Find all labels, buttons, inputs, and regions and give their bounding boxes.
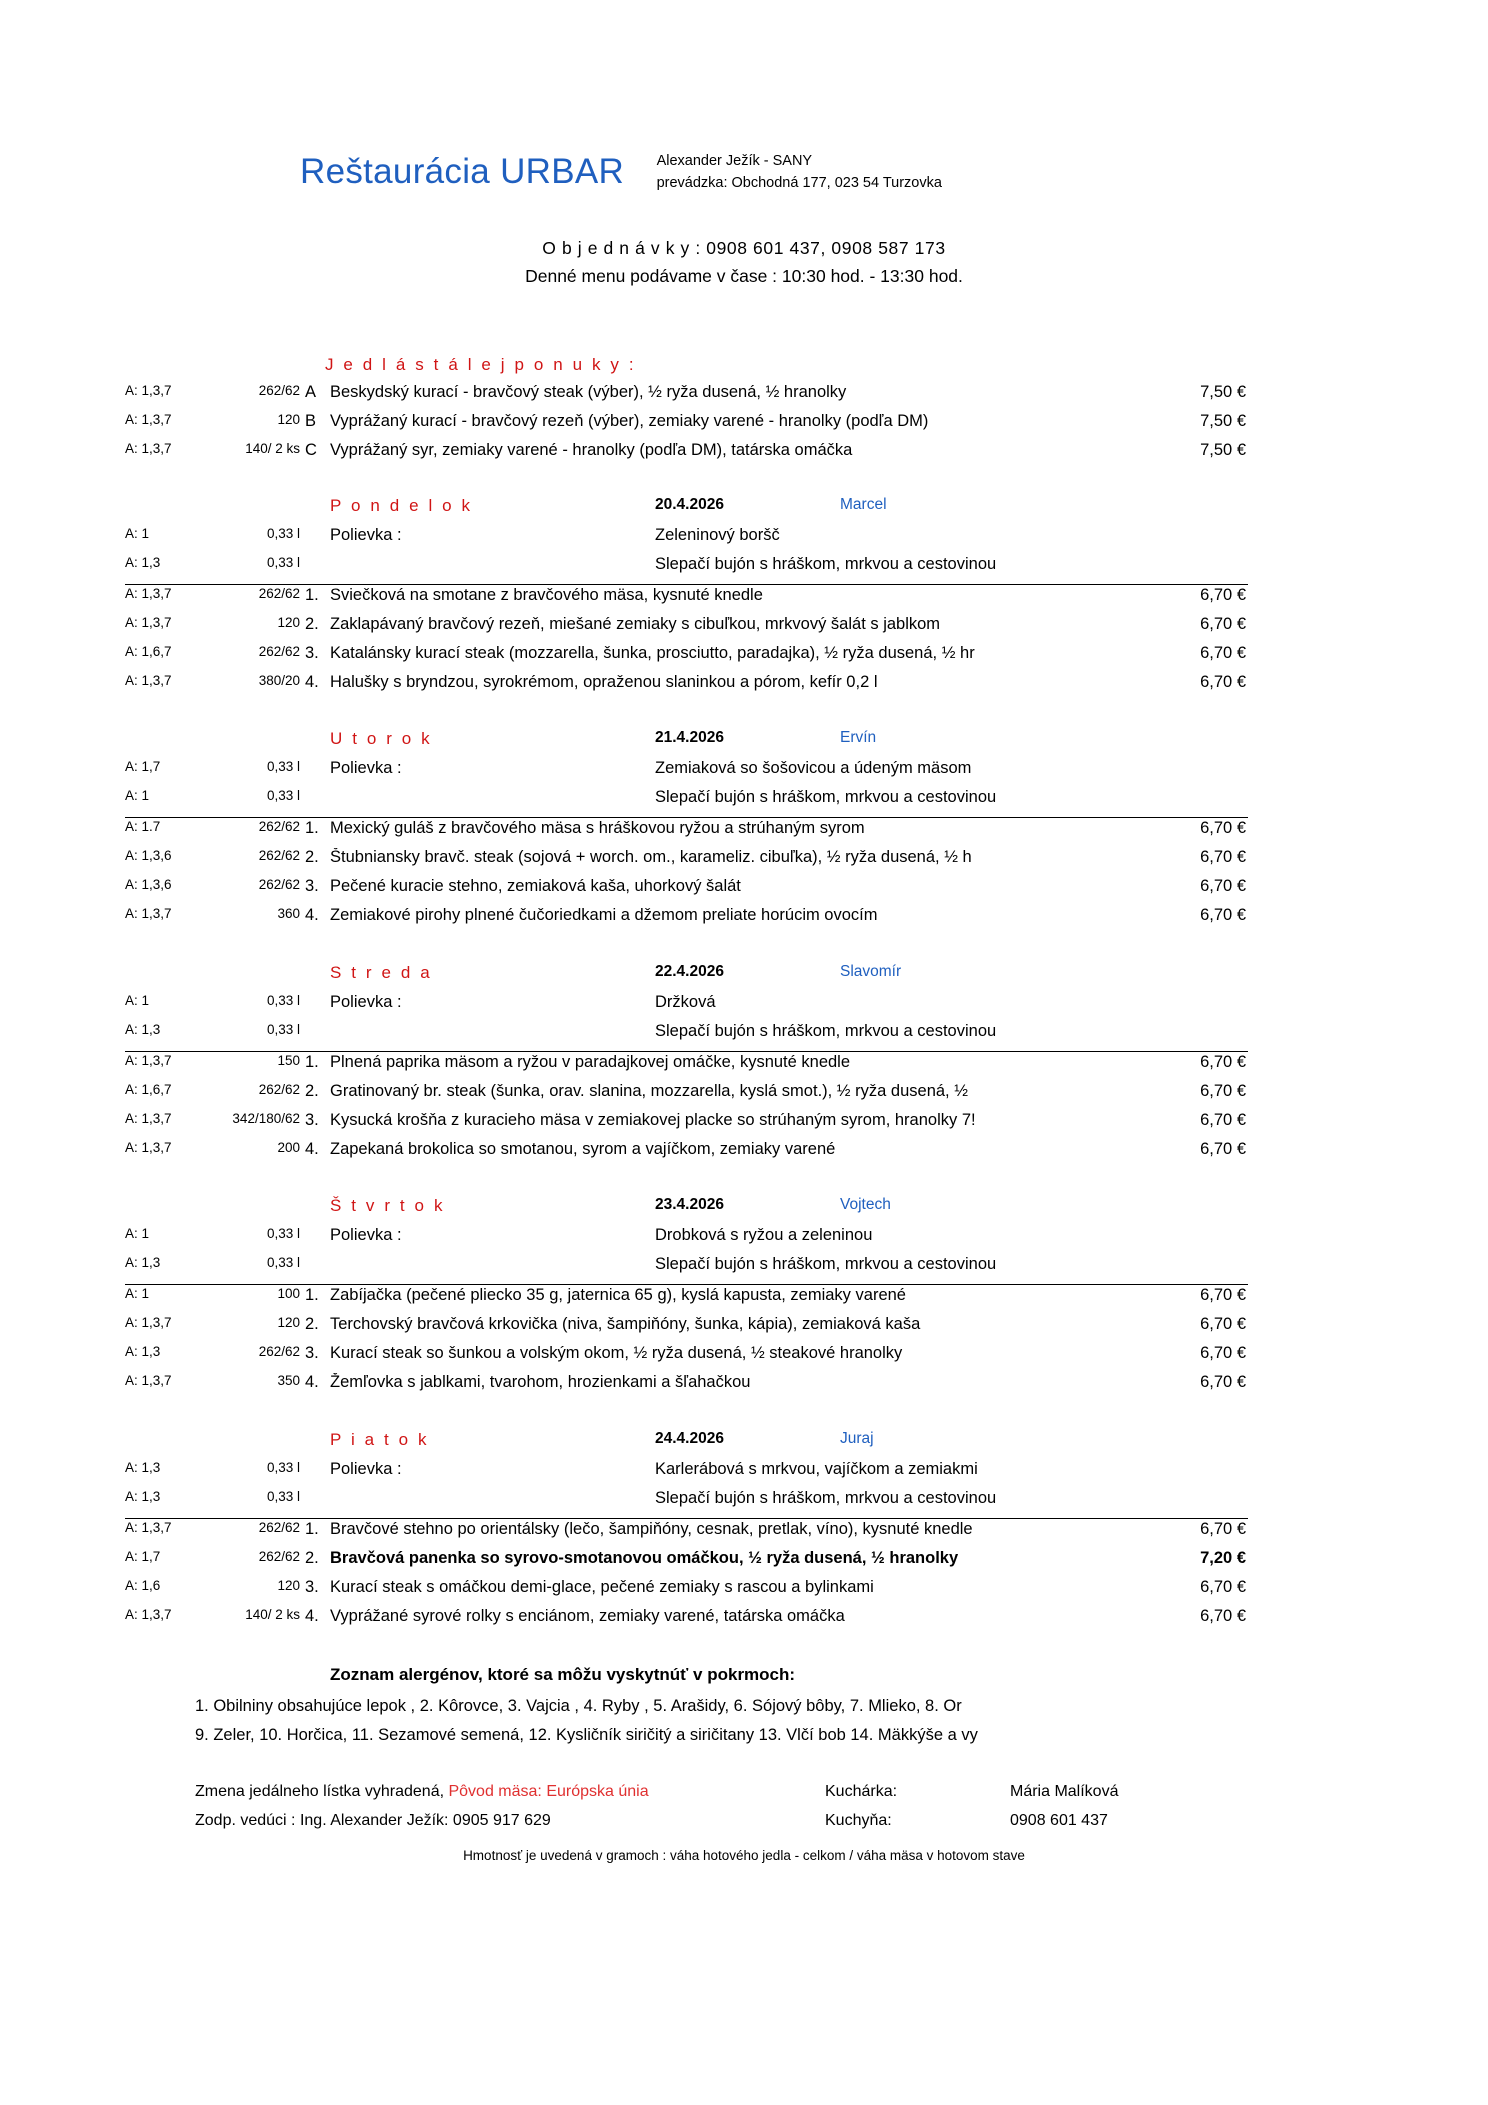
day-date: 21.4.2026 [655,729,724,746]
day-date: 20.4.2026 [655,496,724,513]
meal-row [0,615,1488,643]
owner-block [657,150,942,195]
item-index: 3. [305,1344,319,1362]
item-index: 2. [305,848,319,866]
meal-row [0,1344,1488,1372]
allergen-code: A: 1,3 [125,1022,161,1037]
day-name: P o n d e l o k [330,496,473,515]
item-index: 4. [305,1373,319,1391]
item-price: 6,70 € [1200,1520,1246,1538]
item-price: 7,50 € [1200,383,1246,401]
item-index: 1. [305,819,319,837]
orders-phone-line: O b j e d n á v k y : 0908 601 437, 0908 587 173 [542,238,946,258]
soup-label: Polievka : [330,526,402,544]
day-chef: Juraj [840,1430,874,1447]
item-index: 3. [305,1111,319,1129]
weight-value: 140/ 2 ks [245,441,300,456]
item-name: Kurací steak s omáčkou demi-glace, pečené zemiaky s rascou a bylinkami [330,1578,874,1596]
item-name: Halušky s bryndzou, syrokrémom, opraženou slaninkou a pórom, kefír 0,2 l [330,673,878,691]
item-price: 6,70 € [1200,1607,1246,1625]
item-price: 6,70 € [1200,1140,1246,1158]
item-index: 1. [305,586,319,604]
soup-name: Zeleninový boršč [655,526,780,544]
item-price: 7,20 € [1200,1549,1246,1567]
weight-value: 262/62 [258,383,300,398]
day-header-streda [0,963,1488,991]
allergen-code: A: 1,3,7 [125,906,172,921]
day-header-piatok [0,1430,1488,1458]
item-price: 7,50 € [1200,441,1246,459]
weight-value: 0,33 l [266,993,300,1008]
soup-name: Slepačí bujón s hráškom, mrkvou a cestovinou [655,1489,997,1507]
owner-address: prevádzka: Obchodná 177, 023 54 Turzovka [656,175,942,192]
allergen-code: A: 1 [125,993,150,1008]
meal-row [0,1607,1488,1635]
footer-kitchen-phone: 0908 601 437 [1010,1812,1108,1829]
weight-value: 120 [277,1315,300,1330]
item-name: Kurací steak so šunkou a volským okom, ½ ryža dusená, ½ steakové hranolky [330,1344,903,1362]
weight-value: 0,33 l [266,759,300,774]
restaurant-name: Reštaurácia URBAR [300,152,625,192]
meal-row [0,906,1488,934]
meal-row [0,586,1488,614]
meal-row [0,1053,1488,1081]
item-index: B [305,412,317,430]
weight-value: 262/62 [258,1082,300,1097]
soup-row [0,993,1488,1021]
item-index: 3. [305,644,319,662]
allergen-code: A: 1,3,7 [125,1520,172,1535]
footer-manager-line: Zodp. vedúci : Ing. Alexander Ježík: 0905 917 629 [195,1812,551,1829]
item-index: 4. [305,1140,319,1158]
footer-cook-label: Kuchárka: [825,1783,898,1800]
soup-row [0,759,1488,787]
footer-note-line [195,1783,649,1801]
item-index: C [305,441,317,459]
weight-value: 262/62 [258,586,300,601]
item-index: 4. [305,1607,319,1625]
item-name: Katalánsky kurací steak (mozzarella, šunka, prosciutto, paradajka), ½ ryža dusená, ½ hr [330,644,975,662]
item-name: Terchovský bravčová krkovička (niva, šampiňóny, šunka, kápia), zemiaková kaša [330,1315,921,1333]
weight-value: 140/ 2 ks [245,1607,300,1622]
day-header-stvrtok [0,1196,1488,1224]
soup-name: Slepačí bujón s hráškom, mrkvou a cestovinou [655,1022,997,1040]
soup-name: Drobková s ryžou a zeleninou [655,1226,873,1244]
meal-row [0,1520,1488,1548]
item-name: Gratinovaný br. steak (šunka, orav. slanina, mozzarella, kyslá smot.), ½ ryža dusená, ½ [330,1082,968,1100]
soup-label: Polievka : [330,1226,402,1244]
allergen-list-line-2: 9. Zeler, 10. Horčica, 11. Sezamové semená, 12. Kysličník siričitý a siričitany 13. Vlčí bob 14. Mäkkýše a vy [195,1726,978,1744]
orders-block [0,238,1488,287]
owner-name: Alexander Ježík - SANY [656,153,813,169]
soup-row [0,526,1488,554]
allergen-code: A: 1 [125,1226,150,1241]
item-name: Vyprážaný syr, zemiaky varené - hranolky (podľa DM), tatárska omáčka [330,441,853,459]
item-index: 1. [305,1520,319,1538]
allergen-code: A: 1,3,6 [125,877,172,892]
meal-row [0,644,1488,672]
day-chef: Slavomír [840,963,902,980]
weight-value: 120 [277,1578,300,1593]
allergen-code: A: 1,3,6 [125,848,172,863]
item-price: 6,70 € [1200,1286,1246,1304]
allergen-code: A: 1,3,7 [125,1315,172,1330]
allergen-code: A: 1,3 [125,1255,161,1270]
day-name: S t r e d a [330,963,433,982]
soup-row [0,1022,1488,1050]
allergen-code: A: 1,3,7 [125,1140,172,1155]
allergen-code: A: 1,3 [125,1489,161,1504]
meal-row [0,1315,1488,1343]
footer-cook-name: Mária Malíková [1010,1783,1119,1800]
meal-row [0,1082,1488,1110]
divider [125,1518,1248,1519]
weight-value: 120 [277,615,300,630]
soup-name: Zemiaková so šošovicou a údeným mäsom [655,759,972,777]
meal-row [0,673,1488,701]
item-index: 1. [305,1286,319,1304]
allergen-code: A: 1,6,7 [125,1082,172,1097]
meal-row [0,848,1488,876]
item-name: Kysucká krošňa z kuracieho mäsa v zemiakovej placke so strúhaným syrom, hranolky 7! [330,1111,976,1129]
soup-name: Držková [655,993,716,1011]
item-price: 6,70 € [1200,1111,1246,1129]
item-price: 6,70 € [1200,1344,1246,1362]
weight-value: 120 [277,412,300,427]
soup-row [0,1489,1488,1517]
item-name: Sviečková na smotane z bravčového mäsa, kysnuté knedle [330,586,763,604]
item-name: Vyprážaný kurací - bravčový rezeň (výber), zemiaky varené - hranolky (podľa DM) [330,412,929,430]
weight-value: 0,33 l [266,1226,300,1241]
item-price: 6,70 € [1200,673,1246,691]
item-name: Pečené kuracie stehno, zemiaková kaša, uhorkový šalát [330,877,741,895]
weight-value: 0,33 l [266,1022,300,1037]
weight-value: 0,33 l [266,1255,300,1270]
item-name: Zemiakové pirohy plnené čučoriedkami a džemom preliate horúcim ovocím [330,906,878,924]
meal-row [0,819,1488,847]
weight-value: 0,33 l [266,788,300,803]
allergen-code: A: 1,3,7 [125,1607,172,1622]
document-header [300,150,1360,195]
day-header-pondelok [0,496,1488,524]
day-date: 24.4.2026 [655,1430,724,1447]
weight-value: 350 [277,1373,300,1388]
day-name: Š t v r t o k [330,1196,446,1215]
item-name: Mexický guláš z bravčového mäsa s hráškovou ryžou a strúhaným syrom [330,819,865,837]
day-name: P i a t o k [330,1430,430,1449]
allergen-code: A: 1 [125,788,150,803]
weight-value: 100 [277,1286,300,1301]
soup-name: Slepačí bujón s hráškom, mrkvou a cestovinou [655,1255,997,1273]
weight-value: 262/62 [258,1344,300,1359]
item-price: 7,50 € [1200,412,1246,430]
item-name: Štubniansky bravč. steak (sojová + worch. om., karameliz. cibuľka), ½ ryža dusená, ½ h [330,848,972,866]
weight-value: 262/62 [258,1520,300,1535]
day-chef: Marcel [840,496,887,513]
item-price: 6,70 € [1200,1315,1246,1333]
item-index: 2. [305,1315,319,1333]
item-name: Bravčové stehno po orientálsky (lečo, šampiňóny, cesnak, pretlak, víno), kysnuté knedle [330,1520,973,1538]
item-index: 2. [305,1549,319,1567]
item-index: 1. [305,1053,319,1071]
item-index: 4. [305,906,319,924]
allergen-code: A: 1,3,7 [125,383,172,398]
item-price: 6,70 € [1200,877,1246,895]
allergen-code: A: 1,7 [125,1549,161,1564]
weight-value: 262/62 [258,819,300,834]
weight-value: 342/180/62 [232,1111,300,1126]
allergen-code: A: 1,3 [125,1460,161,1475]
footer-weight-note: Hmotnosť je uvedená v gramoch : váha hotového jedla - celkom / váha mäsa v hotovom stave [463,1848,1025,1863]
item-price: 6,70 € [1200,906,1246,924]
allergen-code: A: 1,3 [125,555,161,570]
day-chef: Vojtech [840,1196,891,1213]
day-header-utorok [0,729,1488,757]
soup-row [0,555,1488,583]
meal-row [0,1549,1488,1577]
weight-value: 0,33 l [266,526,300,541]
footer-kitchen-label: Kuchyňa: [825,1812,892,1829]
item-name: Zabíjačka (pečené pliecko 35 g, jaternica 65 g), kyslá kapusta, zemiaky varené [330,1286,906,1304]
item-name: Plnená paprika mäsom a ryžou v paradajkovej omáčke, kysnuté knedle [330,1053,851,1071]
soup-row [0,1226,1488,1254]
item-price: 6,70 € [1200,615,1246,633]
footer-meat-origin: Pôvod mäsa: Európska únia [448,1783,649,1800]
soup-label: Polievka : [330,1460,402,1478]
weight-value: 0,33 l [266,555,300,570]
allergen-code: A: 1 [125,526,150,541]
allergen-code: A: 1.7 [125,819,161,834]
weight-value: 200 [277,1140,300,1155]
item-price: 6,70 € [1200,1578,1246,1596]
weight-value: 262/62 [258,1549,300,1564]
meal-row [0,1286,1488,1314]
allergen-code: A: 1,3,7 [125,1053,172,1068]
weight-value: 150 [277,1053,300,1068]
item-index: 2. [305,1082,319,1100]
allergen-code: A: 1,3,7 [125,441,172,456]
soup-name: Karlerábová s mrkvou, vajíčkom a zemiakmi [655,1460,978,1478]
weight-value: 262/62 [258,877,300,892]
serving-time-line: Denné menu podávame v čase : 10:30 hod. - 13:30 hod. [525,266,963,286]
item-price: 6,70 € [1200,1053,1246,1071]
weight-value: 380/20 [258,673,300,688]
weight-value: 0,33 l [266,1489,300,1504]
item-name: Zaklapávaný bravčový rezeň, miešané zemiaky s cibuľkou, mrkvový šalát s jablkom [330,615,941,633]
meal-row [0,877,1488,905]
allergen-code: A: 1,3 [125,1344,161,1359]
item-price: 6,70 € [1200,586,1246,604]
divider [125,817,1248,818]
soup-label: Polievka : [330,993,402,1011]
soup-row [0,788,1488,816]
meal-row [0,1578,1488,1606]
meal-row [0,1111,1488,1139]
day-date: 22.4.2026 [655,963,724,980]
meal-row [0,1140,1488,1168]
item-price: 6,70 € [1200,644,1246,662]
item-price: 6,70 € [1200,1373,1246,1391]
standing-row [0,383,1488,411]
item-name: Žemľovka s jablkami, tvarohom, hrozienkami a šľahačkou [330,1373,751,1391]
weight-value: 360 [277,906,300,921]
allergen-code: A: 1,3,7 [125,615,172,630]
divider [125,584,1248,585]
weight-value: 0,33 l [266,1460,300,1475]
allergen-code: A: 1,3,7 [125,412,172,427]
item-name: Zapekaná brokolica so smotanou, syrom a vajíčkom, zemiaky varené [330,1140,836,1158]
soup-name: Slepačí bujón s hráškom, mrkvou a cestovinou [655,555,997,573]
divider [125,1284,1248,1285]
item-name: Vyprážané syrové rolky s enciánom, zemiaky varené, tatárska omáčka [330,1607,845,1625]
allergen-list-title: Zoznam alergénov, ktoré sa môžu vyskytnúť v pokrmoch: [330,1665,796,1684]
soup-row [0,1460,1488,1488]
day-date: 23.4.2026 [655,1196,724,1213]
allergen-code: A: 1,3,7 [125,1111,172,1126]
meal-row [0,1373,1488,1401]
allergen-code: A: 1,3,7 [125,673,172,688]
allergen-code: A: 1,7 [125,759,161,774]
item-index: 3. [305,1578,319,1596]
day-name: U t o r o k [330,729,433,748]
footer-change-note: Zmena jedálneho lístka vyhradená, [195,1783,449,1800]
standing-row [0,441,1488,469]
weight-value: 262/62 [258,644,300,659]
soup-name: Slepačí bujón s hráškom, mrkvou a cestovinou [655,788,997,806]
item-price: 6,70 € [1200,1082,1246,1100]
item-index: 4. [305,673,319,691]
day-chef: Ervín [840,729,877,746]
allergen-code: A: 1,3,7 [125,586,172,601]
soup-label: Polievka : [330,759,402,777]
allergen-list-line-1: 1. Obilniny obsahujúce lepok , 2. Kôrovce, 3. Vajcia , 4. Ryby , 5. Arašidy, 6. Sójový bôby, 7. Mlieko, 8. Or [195,1697,962,1715]
item-price: 6,70 € [1200,848,1246,866]
item-name: Bravčová panenka so syrovo-smotanovou omáčkou, ½ ryža dusená, ½ hranolky [330,1549,959,1567]
item-index: A [305,383,317,401]
item-name: Beskydský kurací - bravčový steak (výber), ½ ryža dusená, ½ hranolky [330,383,847,401]
soup-row [0,1255,1488,1283]
allergen-code: A: 1,3,7 [125,1373,172,1388]
item-price: 6,70 € [1200,819,1246,837]
item-index: 3. [305,877,319,895]
standing-offer-title: J e d l á s t á l e j p o n u k y : [325,355,637,374]
divider [125,1051,1248,1052]
weight-value: 262/62 [258,848,300,863]
item-index: 2. [305,615,319,633]
standing-row [0,412,1488,440]
allergen-code: A: 1,6 [125,1578,161,1593]
allergen-code: A: 1 [125,1286,150,1301]
allergen-code: A: 1,6,7 [125,644,172,659]
